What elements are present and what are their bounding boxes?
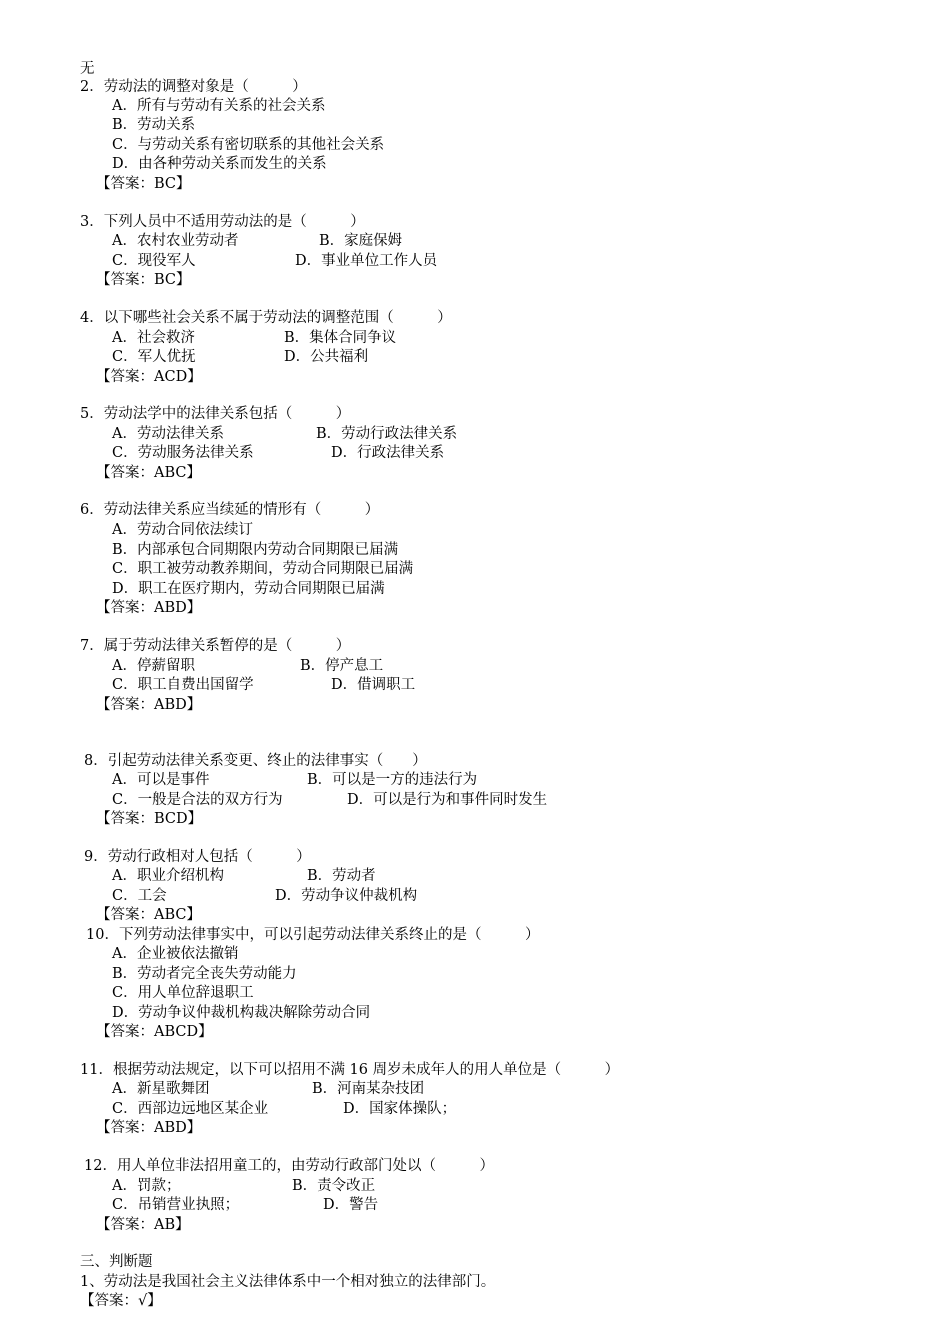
question-12-option-d: D．警告	[323, 1197, 379, 1213]
question-9-option-b: B．劳动者	[307, 868, 376, 884]
question-9-option-d: D．劳动争议仲裁机构	[275, 888, 418, 904]
question-3-answer: 【答案：BC】	[96, 272, 191, 288]
question-10-option-d: D．劳动争议仲裁机构裁决解除劳动合同	[112, 1005, 371, 1021]
question-6-option-d: D．职工在医疗期内，劳动合同期限已届满	[112, 581, 385, 597]
question-10-answer: 【答案：ABCD】	[96, 1024, 213, 1040]
question-5-option-d: D．行政法律关系	[331, 445, 445, 461]
leading-text: 无	[80, 61, 95, 77]
question-12-option-a: A．罚款；	[112, 1178, 181, 1194]
question-5-stem: 5．劳动法学中的法律关系包括（ ）	[80, 406, 351, 422]
question-7-option-a: A．停薪留职	[112, 658, 195, 674]
question-11-answer: 【答案：ABD】	[96, 1120, 202, 1136]
question-10-option-a: A．企业被依法撤销	[112, 946, 239, 962]
question-9-stem: 9．劳动行政相对人包括（ ）	[84, 849, 311, 865]
question-7-option-b: B．停产息工	[300, 658, 384, 674]
question-7-answer: 【答案：ABD】	[96, 697, 202, 713]
question-2-option-b: B．劳动关系	[112, 117, 196, 133]
question-3-stem: 3．下列人员中不适用劳动法的是（ ）	[80, 214, 365, 230]
question-6-answer: 【答案：ABD】	[96, 600, 202, 616]
question-9-option-a: A．职业介绍机构	[112, 868, 224, 884]
question-9-option-c: C．工会	[112, 888, 167, 904]
section-3-heading: 三、判断题	[80, 1254, 153, 1270]
question-8-option-a: A．可以是事件	[112, 772, 210, 788]
question-12-answer: 【答案：AB】	[96, 1217, 190, 1233]
question-4-option-c: C．军人优抚	[112, 349, 196, 365]
question-7-option-c: C．职工自费出国留学	[112, 677, 254, 693]
question-3-option-a: A．农村农业劳动者	[112, 233, 239, 249]
question-11-stem: 11．根据劳动法规定，以下可以招用不满 16 周岁未成年人的用人单位是（ ）	[80, 1062, 620, 1078]
question-2-option-a: A．所有与劳动有关系的社会关系	[112, 98, 326, 114]
question-10-option-b: B．劳动者完全丧失劳动能力	[112, 966, 297, 982]
question-3-option-b: B．家庭保姆	[319, 233, 403, 249]
question-5-option-c: C．劳动服务法律关系	[112, 445, 254, 461]
question-5-answer: 【答案：ABC】	[96, 465, 201, 481]
question-12-option-b: B．责令改正	[292, 1178, 376, 1194]
question-8-option-d: D．可以是行为和事件同时发生	[347, 792, 548, 808]
question-10-option-c: C．用人单位辞退职工	[112, 985, 254, 1001]
question-12-stem: 12．用人单位非法招用童工的，由劳动行政部门处以（ ）	[84, 1158, 494, 1174]
question-8-option-c: C．一般是合法的双方行为	[112, 792, 283, 808]
question-12-option-c: C．吊销营业执照；	[112, 1197, 240, 1213]
question-6-option-b: B．内部承包合同期限内劳动合同期限已届满	[112, 542, 399, 558]
question-2-stem: 2．劳动法的调整对象是（ ）	[80, 79, 307, 95]
question-4-option-b: B．集体合同争议	[284, 330, 397, 346]
judgement-item-1-answer: 【答案：√】	[80, 1293, 162, 1309]
question-8-answer: 【答案：BCD】	[96, 811, 203, 827]
question-3-option-d: D．事业单位工作人员	[295, 253, 438, 269]
question-5-option-a: A．劳动法律关系	[112, 426, 224, 442]
question-8-stem: 8．引起劳动法律关系变更、终止的法律事实（ ）	[84, 753, 427, 769]
question-11-option-c: C．西部边远地区某企业	[112, 1101, 269, 1117]
question-2-option-c: C．与劳动关系有密切联系的其他社会关系	[112, 137, 385, 153]
question-4-option-a: A．社会救济	[112, 330, 195, 346]
question-7-stem: 7．属于劳动法律关系暂停的是（ ）	[80, 638, 351, 654]
question-2-answer: 【答案：BC】	[96, 176, 191, 192]
question-11-option-d: D．国家体操队；	[343, 1101, 457, 1117]
question-3-option-c: C．现役军人	[112, 253, 196, 269]
question-11-option-a: A．新星歌舞团	[112, 1081, 210, 1097]
question-2-option-d: D．由各种劳动关系而发生的关系	[112, 156, 327, 172]
question-6-option-a: A．劳动合同依法续订	[112, 522, 253, 538]
question-9-answer: 【答案：ABC】	[96, 907, 201, 923]
question-8-option-b: B．可以是一方的违法行为	[307, 772, 478, 788]
judgement-item-1: 1、劳动法是我国社会主义法律体系中一个相对独立的法律部门。	[80, 1274, 496, 1290]
question-11-option-b: B．河南某杂技团	[312, 1081, 425, 1097]
question-5-option-b: B．劳动行政法律关系	[316, 426, 458, 442]
question-7-option-d: D．借调职工	[331, 677, 416, 693]
question-4-stem: 4．以下哪些社会关系不属于劳动法的调整范围（ ）	[80, 310, 452, 326]
question-4-option-d: D．公共福利	[284, 349, 369, 365]
question-6-option-c: C．职工被劳动教养期间，劳动合同期限已届满	[112, 561, 414, 577]
question-6-stem: 6．劳动法律关系应当续延的情形有（ ）	[80, 502, 380, 518]
question-10-stem: 10．下列劳动法律事实中，可以引起劳动法律关系终止的是（ ）	[86, 927, 540, 943]
question-4-answer: 【答案：ACD】	[96, 369, 202, 385]
